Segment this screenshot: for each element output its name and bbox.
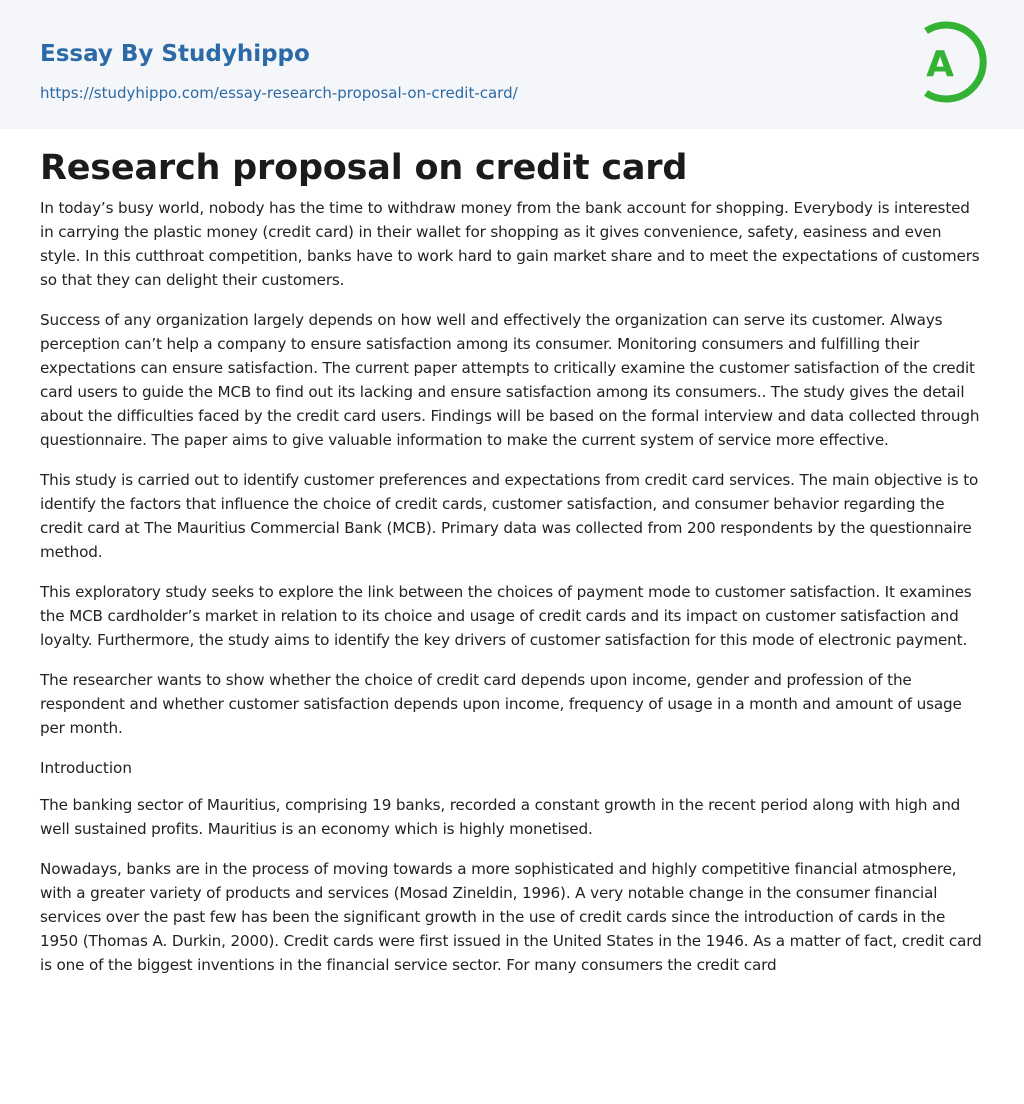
article-paragraph: This study is carried out to identify customer preferences and expectations from credit card services. The main objective is to identify the factors that influence the choice of credit cards, customer satisfaction, and consumer behavior regarding the credit card at The Mauritius Commercial Bank (MCB). Primary data was collected from 200 respondents by the questionnaire method. <box>40 471 979 561</box>
article-title: Research proposal on credit card <box>40 148 688 188</box>
article-paragraph: The researcher wants to show whether the choice of credit card depends upon income, gender and profession of the respondent and whether customer satisfaction depends upon income, frequency of usage in a month and amount of usage per month. <box>40 671 962 737</box>
section-paragraph: Nowadays, banks are in the process of moving towards a more sophisticated and highly competitive financial atmosphere, with a greater variety of products and services (Mosad Zineldin, 1996). A very notable change in the consumer financial services over the past few has been the significant growth in the use of credit cards since the introduction of cards in the 1950 (Thomas A. Durkin, 2000). Credit cards were first issued in the United States in the 1946. As a matter of fact, credit card is one of the biggest inventions in the financial service sector. For many consumers the credit card <box>40 860 982 974</box>
studyhippo-logo-icon[interactable] <box>913 19 987 105</box>
article-paragraph: Success of any organization largely depends on how well and effectively the organization can serve its customer. Always perception can’t help a company to ensure satisfaction among its consumer. Monitoring consumers and fulfilling their expectations can ensure satisfaction. The current paper attempts to critically examine the customer satisfaction of the credit card users to guide the MCB to find out its lacking and ensure satisfaction among its consumers.. The study gives the detail about the difficulties faced by the credit card users. Findings will be based on the formal interview and data collected through questionnaire. The paper aims to give valuable information to make the current system of service more effective. <box>40 311 980 449</box>
site-header <box>0 0 1024 129</box>
article-paragraph: This exploratory study seeks to explore the link between the choices of payment mode to customer satisfaction. It examines the MCB cardholder’s market in relation to its choice and usage of credit cards and its impact on customer satisfaction and loyalty. Furthermore, the study aims to identify the key drivers of customer satisfaction for this mode of electronic payment. <box>40 583 972 649</box>
logo-letter: A <box>926 44 954 85</box>
article-paragraph: In today’s busy world, nobody has the time to withdraw money from the bank account for shopping. Everybody is interested in carrying the plastic money (credit card) in their wallet for shopping as it gives convenience, safety, easiness and even style. In this cutthroat competition, banks have to work hard to gain market share and to meet the expectations of customers so that they can delight their customers. <box>40 199 980 289</box>
site-brand[interactable]: Essay By Studyhippo <box>40 41 310 67</box>
essay-url-link[interactable]: https://studyhippo.com/essay-research-proposal-on-credit-card/ <box>40 84 518 102</box>
article <box>0 146 1024 977</box>
section-paragraph: The banking sector of Mauritius, comprising 19 banks, recorded a constant growth in the recent period along with high and well sustained profits. Mauritius is an economy which is highly monetised. <box>40 796 961 838</box>
section-heading-introduction: Introduction <box>40 759 132 777</box>
